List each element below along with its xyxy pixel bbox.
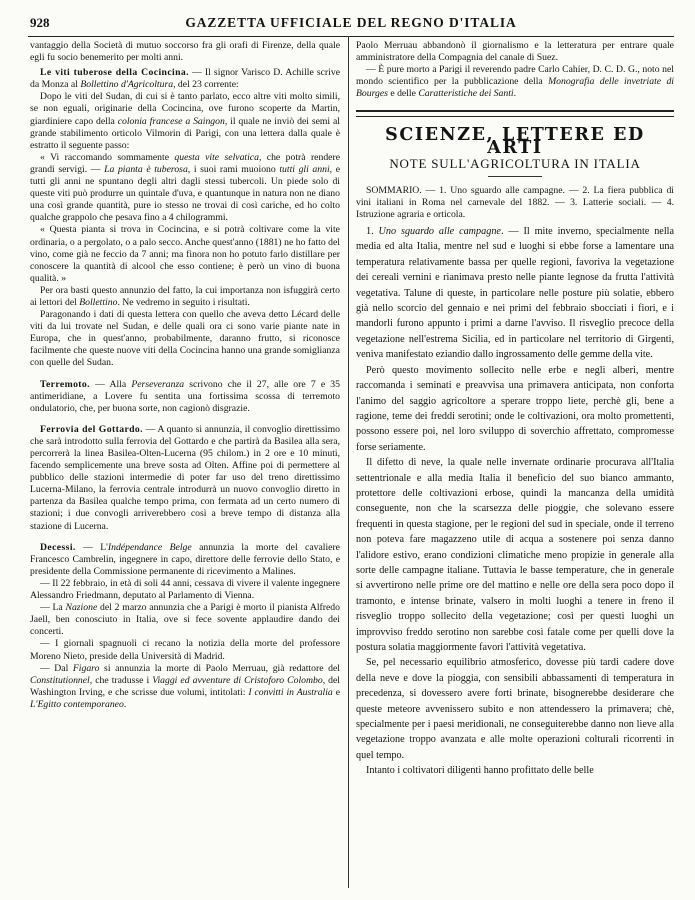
news-title-decessi: Decessi. (40, 541, 76, 553)
paragraph: vantaggio della Società di mutuo soccorso fra gli orafi di Firenze, della quale egli fu socio benemerito per molti anni. (30, 40, 340, 64)
paragraph: 1. Uno sguardo alle campagne. — Il mite inverno, specialmente nella media ed alta Italia, mentre nel sud e luoghi si ebbe forse a lamentare una temperatura relativamente bassa per quelle regioni, favoriva la vegetazione dei cereali vernini e rianimava presto nelle piante legnose da frutta l'attività vegetativa. Talune di queste, in particolare nelle posture più solatie, ebbero già nello scorcio del gennaio e nei primi del febbraio sbocciati i fiori, e i mandorli furono appunto i primi a darne l'avviso. Il risveglio precoce della vegetazione nell'estrema Sicilia, ed in particolare nel territorio di Girgenti, veniva manifestato eziandio dallo ingrossamento delle gemme della vite. (356, 226, 674, 361)
news-title-viti: Le viti tuberose della Cocincina. (40, 67, 189, 79)
column-divider (348, 36, 349, 888)
paragraph: — Il 22 febbraio, in età di soli 44 anni, cessava di vivere il valente ingegnere Alessandro Friedmann, deputato al Parlamento di Vienna. (30, 577, 340, 602)
paragraph: — È pure morto a Parigi il reverendo padre Carlo Cahier, D. C. D. G., noto nel mondo scientifico per la pubblicazione della Monografia delle invetriate di Bourges e delle Caratteristiche dei Santi. (356, 64, 674, 100)
paragraph: Paolo Merruau abbandonò il giornalismo e la letteratura per entrare quale amministratore della Compagnia del canale di Suez. (356, 40, 674, 64)
news-viti: Le viti tuberose della Cocincina. — Il signor Varisco D. Achille scrive da Monza al Bollettino d'Agricoltura, del 23 corrente: (30, 67, 340, 91)
page-number: 928 (30, 15, 50, 30)
summary: SOMMARIO. — 1. Uno sguardo alle campagne. — 2. La fiera pubblica di vini italiani in Roma nel carnevale del 1882. — 3. Latterie sociali. — 4. Istruzione agraria e orticola. (356, 184, 674, 220)
page-title: GAZZETTA UFFICIALE DEL REGNO D'ITALIA (185, 15, 517, 30)
news-ferrovia: Ferrovia del Gottardo. — A quanto si annunzia, il convoglio direttissimo che sarà introdotto sulla ferrovia del Gottardo e che partirà da Basilea alla sera, percorrerà la linea Basilea-Olten-Lucerna (95 chilom.) in 2 ore e 10 minuti, facendo semplicemente una breve sosta ad Olten. Affine poi di permettere al pubblico delle stazioni intermedie di poter far uso del treno direttissimo Lucerna-Milano, la ferrovia centrale introdurrà un nuovo convoglio diretto in partenza da Basilea qualche tempo prima, con fermata ad un certo numero di stazioni; i due convogli arriverebbero così a breve tempo di distanza alla stazione di Lucerna. (30, 423, 340, 532)
paragraph: — I giornali spagnuoli ci recano la notizia della morte del professore Moreno Nieto, preside della Università di Madrid. (30, 638, 340, 662)
page-header (28, 12, 674, 37)
subtitle-rule (488, 176, 542, 177)
left-column (30, 40, 340, 890)
quote-paragraph: « Vi raccomando sommamente questa vite selvatica, che potrà rendere grandi servigi. — La pianta è tuberosa, i suoi rami muoiono tutti gli anni, e tutti gli anni ne spuntano degli altri dagli stessi tubercoli. Un piede solo di queste viti può produrre un quintale d'uva, e quantunque in natura non ne diano una così grande quantità, pure io stesso ne trovai di così cariche, ed ho colto qualche grappolo che pesava fino a 4 chilogrammi. (30, 151, 340, 224)
news-title-terremoto: Terremoto. (40, 378, 90, 390)
paragraph: Per ora basti questo annunzio del fatto, la cui importanza non isfuggirà certo ai lettori del Bollettino. Ne vedremo in seguito i risultati. (30, 284, 340, 308)
paragraph: — Dal Figaro si annunzia la morte di Paolo Merruau, già redattore del Constitutionnel, che tradusse i Viaggi ed avventure di Cristoforo Colombo, del Washington Irving, e che scrisse due volumi, intitolati: I convitti in Australia e L'Egitto contemporaneo. (30, 662, 340, 710)
quote-paragraph: « Questa pianta si trova in Cocincina, e si potrà coltivare come la vite ordinaria, o a pergolato, o a palo secco. Anche quest'anno (1881) ne ho fatto del vino, come già ne feccio da 7 anni; ma finora non ho potuto farlo distillare per conoscere la quantità di alcool che esso contiene; è però un vino di buona qualità. » (30, 224, 340, 284)
news-terremoto: Terremoto. — Alla Perseveranza scrivono che il 27, alle ore 7 e 35 antimeridiane, a Lovere fu sentita una fortissima scossa di terremoto ondulatorio, che, per buona sorte, non cagionò disgrazie. (30, 378, 340, 414)
article-body (356, 224, 674, 779)
paragraph: Però questo movimento sollecito nelle erbe e negli alberi, mentre raccomanda i seminati e preavvisa una primavera anticipata, non conforta l'animo del saggio agricoltore a sperare troppo liete, perchè gli, bene a ragione, teme dei freddi serotini; onde le coltivazioni, ora molto promettenti, possono essere poi, nel loro sviluppo di soverchio affrettato, compromesse forse seriamente. (356, 364, 674, 453)
news-title-ferrovia: Ferrovia del Gottardo. (40, 423, 143, 435)
paragraph: Il difetto di neve, la quale nelle invernate ordinarie procurava all'Italia settentrionale e alla media Italia il beneficio del suo bianco ammanto, protettore delle coltivazioni erbose, quindi la mancanza della umidità conseguente, non che la scarsezza delle pioggie, che solevano essere frequenti in questa stagione, per le regioni del sud in speciale, onde il terreno non poteva fare magazzeno utile di acqua a sostenere poi senza danno l'alidore estivo, erano condizioni climatiche meno propizie in generale alla sorte delle campagne italiane. Tuttavia le basse temperature, che in generale si avvertirono nelle prime ore del mattino e nelle ore della sera poco dopo il tramonto, e intense brinate, valsero in molti luoghi a tenere in freno il risveglio troppo sollecito della vegetazione; così per questi luoghi un improvviso freddo serotino non sarebbe così fatale come per quelli dove la postura solatia maggiormente favori l'attività vegetativa. (356, 457, 674, 653)
section-subtitle: NOTE SULL'AGRICOLTURA IN ITALIA (389, 155, 641, 171)
section-title: SCIENZE, LETTERE ED ARTI (385, 125, 645, 158)
section-rule (356, 110, 674, 117)
paragraph: Se, pel necessario equilibrio atmosferico, dovesse più tardi cadere dove della neve e dove la pioggia, con sensibili abbassamenti di temperatura in precedenza, si dovessero avere forti brinate, bisognerebbe desiderare che queste meteore avvenissero subito e non attendessero la primavera; chè, specialmente per i paesi meridionali, ne conseguiterebbe danno non lieve alla vegetazione troppo avanzata e alle molte operazioni colturali ricorrenti in quel tempo. (356, 657, 674, 761)
paragraph: Intanto i coltivatori diligenti hanno profittato delle belle (366, 765, 594, 777)
paragraph: Paragonando i dati di questa lettera con quello che aveva detto Lécard delle viti da lui trovate nel Sudan, e delle quali ora ci sono varie piante nate in Europa, che in quest'anno, probabilmente, daranno frutto, si riconosce facilmente che queste nuove viti della Cocincina hanno una grande somiglianza con quelle del Sudan. (30, 309, 340, 369)
paragraph: — La Nazione del 2 marzo annunzia che a Parigi è morto il pianista Alfredo Jaell, ben conosciuto in Italia, ove si fece sovente applaudire dando dei concerti. (30, 602, 340, 638)
right-column (356, 40, 674, 890)
news-decessi: Decessi. — L'Indépendance Belge annunzia la morte del cavaliere Francesco Cambrelin, ingegnere in capo, direttore delle ferrovie dello Stato, e presidente della Commissione permanente di ricevimento a Malines. (30, 541, 340, 577)
paragraph: Dopo le viti del Sudan, di cui si è tanto parlato, ecco altre viti molto simili, se non eguali, originarie della Cocincina, ove furono scoperte da Martin, giardiniere capo della colonia francese a Saingon, il quale ne inviò dei semi al grande stabilimento orticolo Vilmorin di Parigi, con una lettera dalla quale è estratto il seguente passo: (30, 91, 340, 151)
